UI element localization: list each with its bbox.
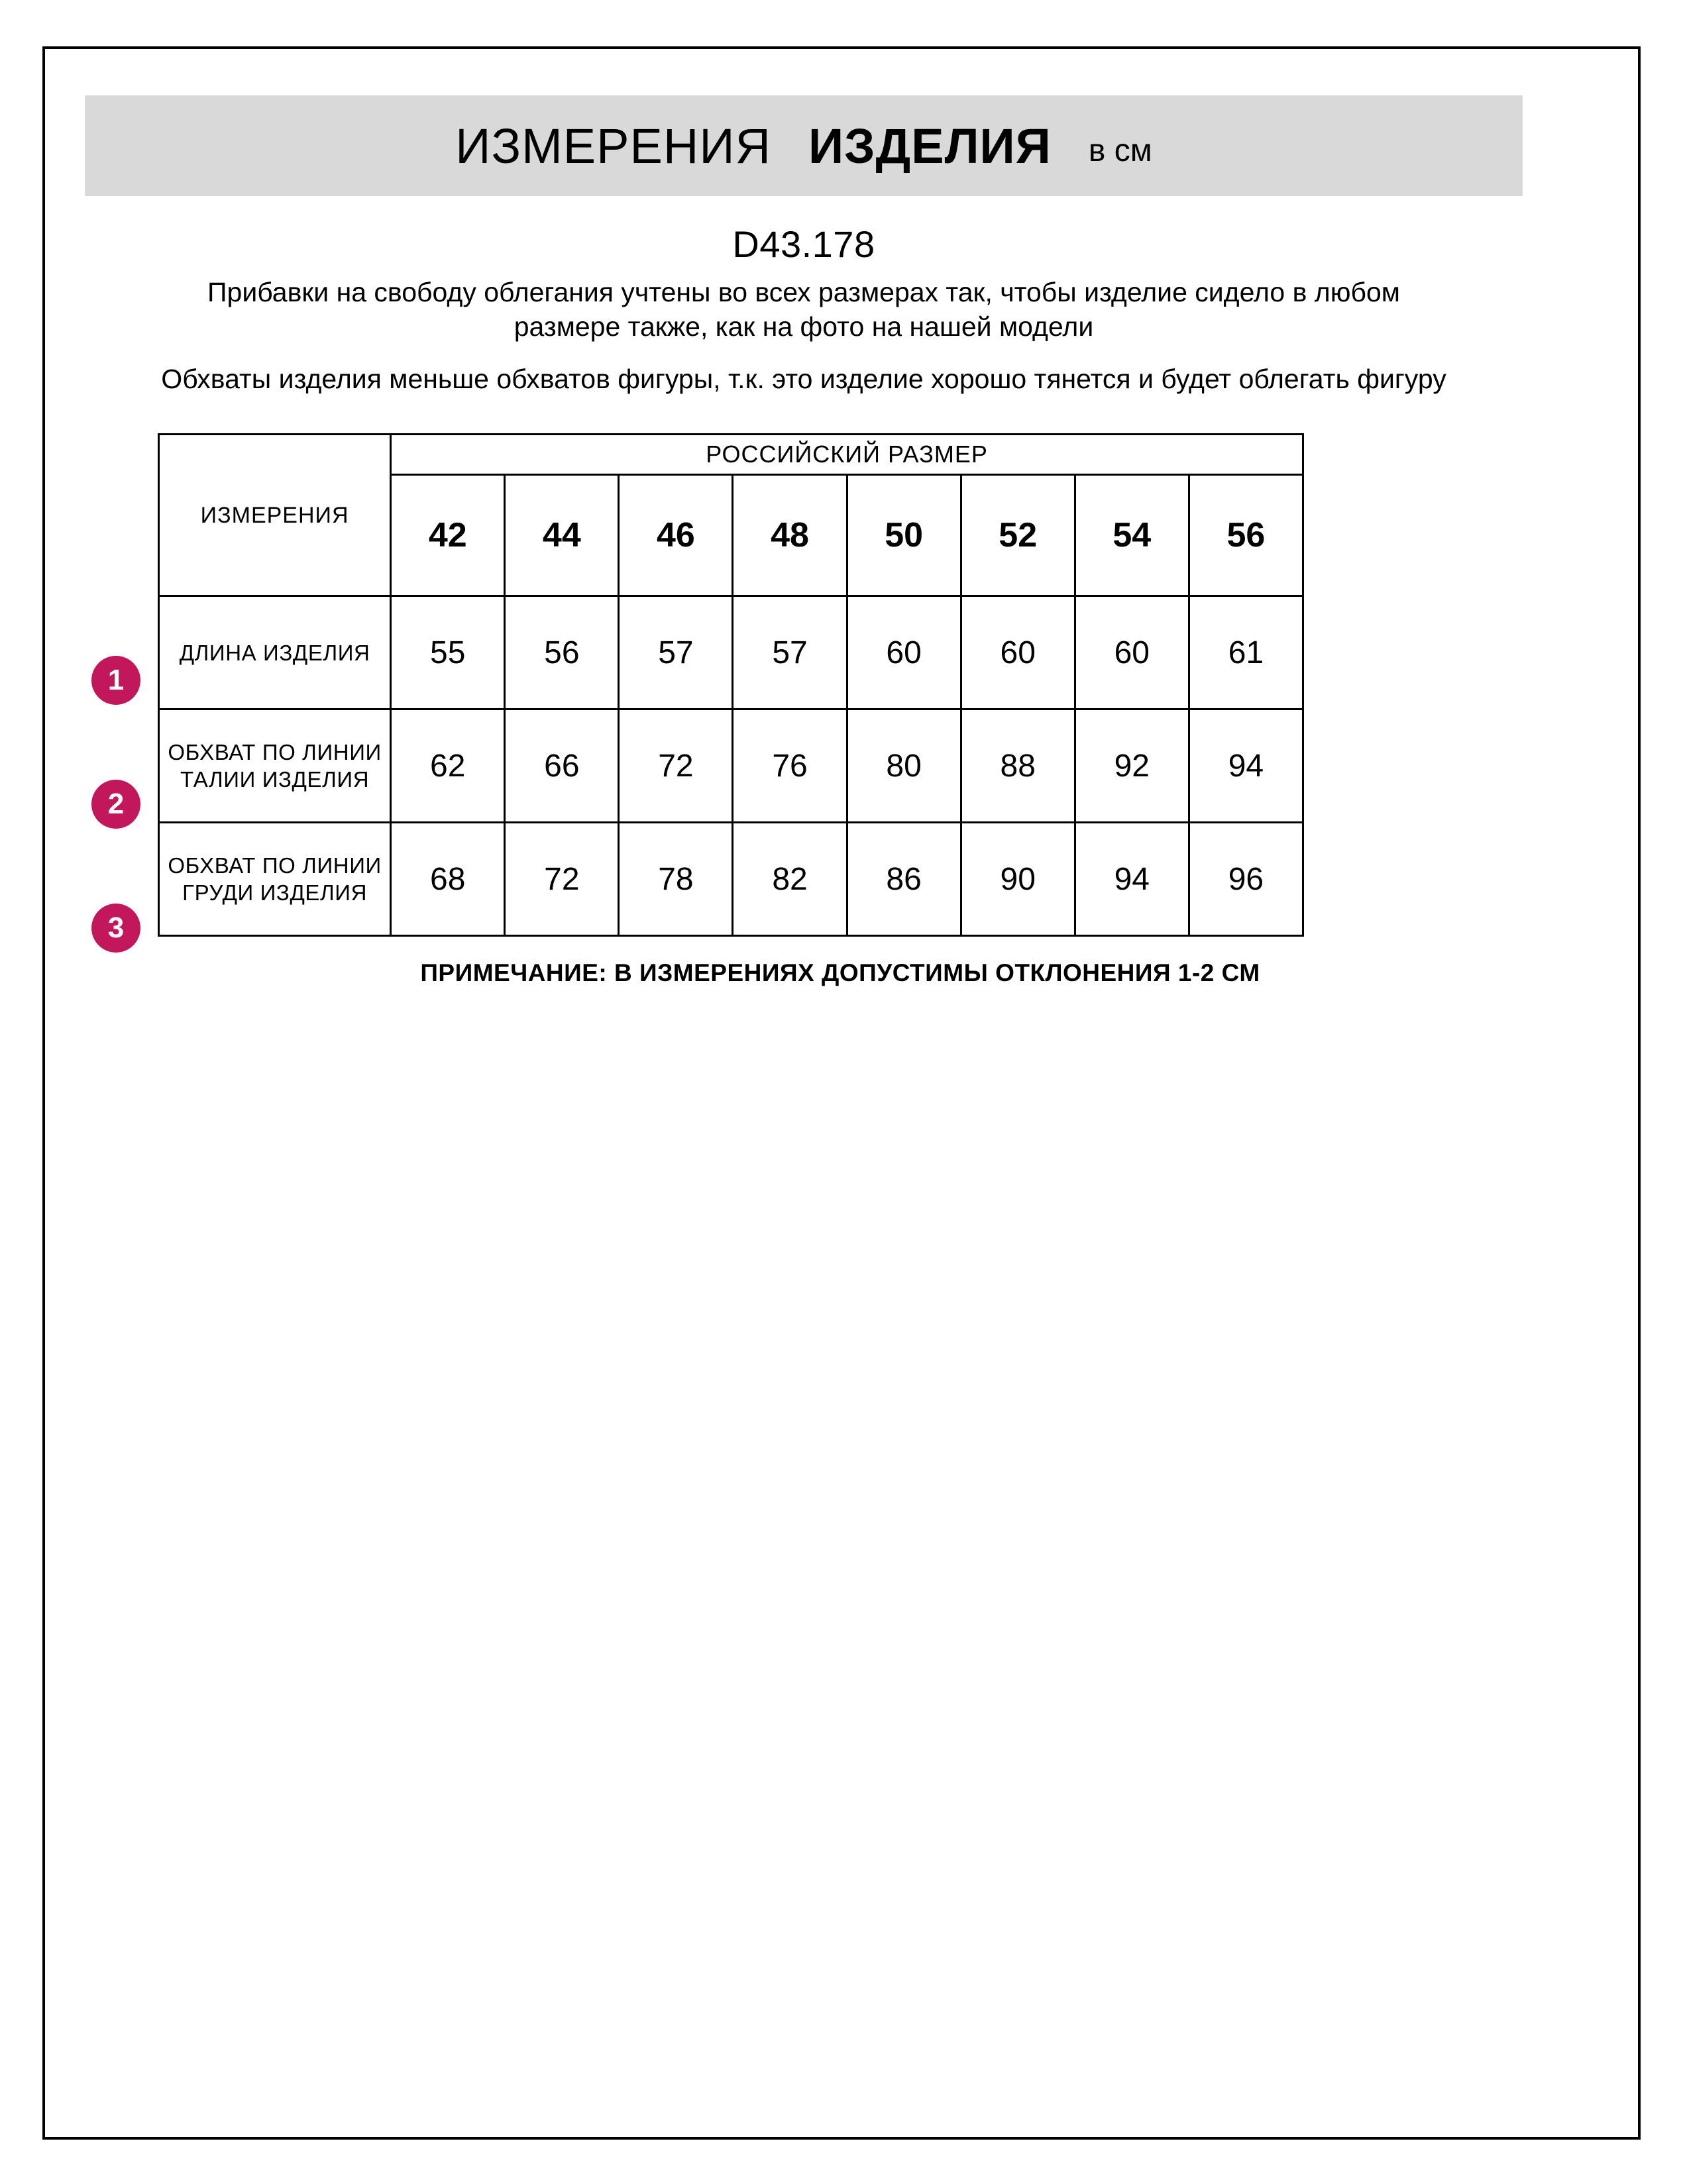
table-row bbox=[159, 709, 1303, 823]
note-fit: Прибавки на свободу облегания учтены во всех размерах так, чтобы изделие сидело в любом размере также, как на фото на нашей модели bbox=[207, 277, 1400, 342]
cell-chest-52: 90 bbox=[961, 823, 1075, 936]
cell-length-48: 57 bbox=[733, 596, 847, 709]
row-label-length: ДЛИНА ИЗДЕЛИЯ bbox=[159, 596, 391, 709]
cell-chest-50: 86 bbox=[847, 823, 961, 936]
cell-length-56: 61 bbox=[1189, 596, 1303, 709]
cell-waist-44: 66 bbox=[505, 709, 619, 823]
table-row bbox=[159, 596, 1303, 709]
cell-chest-44: 72 bbox=[505, 823, 619, 936]
cell-length-46: 57 bbox=[619, 596, 733, 709]
size-table-wrapper bbox=[85, 433, 1523, 945]
cell-chest-46: 78 bbox=[619, 823, 733, 936]
row-badge-2: 2 bbox=[91, 780, 140, 829]
row-label-chest: ОБХВАТ ПО ЛИНИИ ГРУДИ ИЗДЕЛИЯ bbox=[159, 823, 391, 936]
cell-waist-52: 88 bbox=[961, 709, 1075, 823]
cell-length-50: 60 bbox=[847, 596, 961, 709]
header-band bbox=[85, 95, 1523, 196]
header-title-product: ИЗДЕЛИЯ bbox=[808, 118, 1052, 174]
header-units: в см bbox=[1088, 132, 1152, 168]
size-column-44: 44 bbox=[505, 475, 619, 596]
cell-waist-54: 92 bbox=[1075, 709, 1189, 823]
size-column-56: 56 bbox=[1189, 475, 1303, 596]
header-title-measurements: ИЗМЕРЕНИЯ bbox=[455, 118, 771, 174]
cell-length-44: 56 bbox=[505, 596, 619, 709]
cell-chest-48: 82 bbox=[733, 823, 847, 936]
cell-waist-50: 80 bbox=[847, 709, 961, 823]
row-badge-3: 3 bbox=[91, 904, 140, 953]
cell-waist-48: 76 bbox=[733, 709, 847, 823]
cell-chest-56: 96 bbox=[1189, 823, 1303, 936]
header-measurements: ИЗМЕРЕНИЯ bbox=[159, 435, 391, 596]
cell-waist-42: 62 bbox=[391, 709, 505, 823]
table-header-group-row bbox=[159, 435, 1303, 475]
size-column-52: 52 bbox=[961, 475, 1075, 596]
document-sheet bbox=[42, 46, 1641, 2140]
size-column-54: 54 bbox=[1075, 475, 1189, 596]
cell-length-54: 60 bbox=[1075, 596, 1189, 709]
cell-waist-46: 72 bbox=[619, 709, 733, 823]
cell-length-52: 60 bbox=[961, 596, 1075, 709]
cell-length-42: 55 bbox=[391, 596, 505, 709]
cell-chest-42: 68 bbox=[391, 823, 505, 936]
row-label-waist: ОБХВАТ ПО ЛИНИИ ТАЛИИ ИЗДЕЛИЯ bbox=[159, 709, 391, 823]
row-badge-1: 1 bbox=[91, 656, 140, 705]
cell-waist-56: 94 bbox=[1189, 709, 1303, 823]
size-column-42: 42 bbox=[391, 475, 505, 596]
header-russian-size: РОССИЙСКИЙ РАЗМЕР bbox=[391, 435, 1303, 475]
footnote-tolerance: ПРИМЕЧАНИЕ: В ИЗМЕРЕНИЯХ ДОПУСТИМЫ ОТКЛОНЕНИЯ 1-2 СМ bbox=[420, 959, 1260, 987]
size-column-46: 46 bbox=[619, 475, 733, 596]
size-column-48: 48 bbox=[733, 475, 847, 596]
table-row bbox=[159, 823, 1303, 936]
document-content bbox=[85, 95, 1523, 987]
article-code: D43.178 bbox=[732, 223, 875, 265]
cell-chest-54: 94 bbox=[1075, 823, 1189, 936]
size-table bbox=[158, 433, 1304, 937]
note-stretch: Обхваты изделия меньше обхватов фигуры, т.к. это изделие хорошо тянется и будет облегать фигуру bbox=[161, 363, 1446, 394]
size-column-50: 50 bbox=[847, 475, 961, 596]
